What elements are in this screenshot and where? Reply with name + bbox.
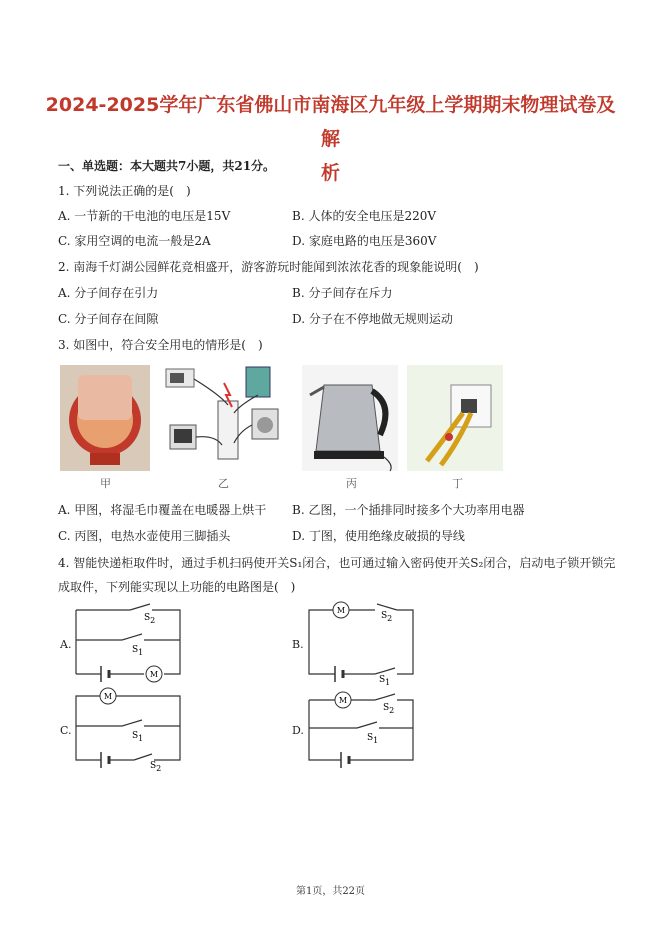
q4-stem-line-1: 4. 智能快递柜取件时，通过手机扫码使开关S₁闭合，也可通过输入密码使开关S₂闭合，启动电子锁开锁完 (58, 556, 616, 570)
q3-option-d: D. 丁图，使用绝缘皮破损的导线 (292, 529, 465, 543)
motor-label: M (338, 696, 348, 705)
switch-s2-label: S2 (150, 761, 162, 773)
title-line-1: 2024-2025学年广东省佛山市南海区九年级上学期期末物理试卷及解 (45, 94, 616, 150)
option-c-label: C. (60, 724, 72, 737)
circuit-d (305, 688, 420, 770)
caption-yi: 乙 (218, 477, 229, 490)
document-title (40, 88, 621, 190)
motor-label: M (103, 692, 113, 701)
section-heading: 一、单选题：本大题共7小题，共21分。 (58, 159, 276, 173)
q2-option-b: B. 分子间存在斥力 (292, 286, 393, 300)
switch-s1-label: S1 (132, 731, 144, 743)
caption-ding: 丁 (452, 477, 463, 490)
q4-stem-line-2: 成取件，下列能实现以上功能的电路图是( ) (58, 580, 296, 594)
q3-stem: 3. 如图中，符合安全用电的情形是( ) (58, 338, 263, 352)
damaged-wire-photo (407, 365, 503, 471)
q3-option-b: B. 乙图，一个插排同时接多个大功率用电器 (292, 503, 525, 517)
q2-option-c: C. 分子间存在间隙 (58, 312, 159, 326)
q3-option-c: C. 丙图，电热水壶使用三脚插头 (58, 529, 231, 543)
motor-label: M (336, 606, 346, 615)
circuit-b (305, 600, 420, 687)
motor-label: M (149, 670, 159, 679)
q1-option-d: D. 家庭电路的电压是360V (292, 234, 437, 248)
q2-option-a: A. 分子间存在引力 (58, 286, 159, 300)
option-a-label: A. (60, 638, 72, 651)
option-d-label: D. (292, 724, 304, 737)
kettle-photo (302, 365, 398, 471)
option-b-label: B. (292, 638, 304, 651)
switch-s1-label: S1 (367, 733, 379, 745)
circuit-a (72, 600, 187, 682)
heater-photo (60, 365, 150, 471)
page-footer: 第1页，共22页 (295, 886, 366, 897)
q1-stem: 1. 下列说法正确的是( ) (58, 184, 191, 198)
circuit-c (72, 688, 187, 773)
switch-s1-label: S1 (379, 675, 391, 687)
switch-s1-label: S1 (132, 645, 144, 657)
q1-option-b: B. 人体的安全电压是220V (292, 209, 437, 223)
caption-bing: 丙 (346, 477, 357, 490)
q1-option-c: C. 家用空调的电流一般是2A (58, 234, 211, 248)
q2-option-d: D. 分子在不停地做无规则运动 (292, 312, 453, 326)
q1-option-a: A. 一节新的干电池的电压是15V (58, 209, 231, 223)
q2-stem: 2. 南海千灯湖公园鲜花竞相盛开，游客游玩时能闻到浓浓花香的现象能说明( ) (58, 260, 479, 274)
switch-s2-label: S2 (383, 703, 395, 715)
q3-option-a: A. 甲图，将湿毛巾覆盖在电暖器上烘干 (58, 503, 267, 517)
power-strip-photo (160, 365, 292, 471)
title-line-2: 析 (320, 162, 340, 184)
switch-s2-label: S2 (381, 611, 393, 623)
switch-s2-label: S2 (144, 613, 156, 625)
caption-jia: 甲 (100, 477, 111, 490)
